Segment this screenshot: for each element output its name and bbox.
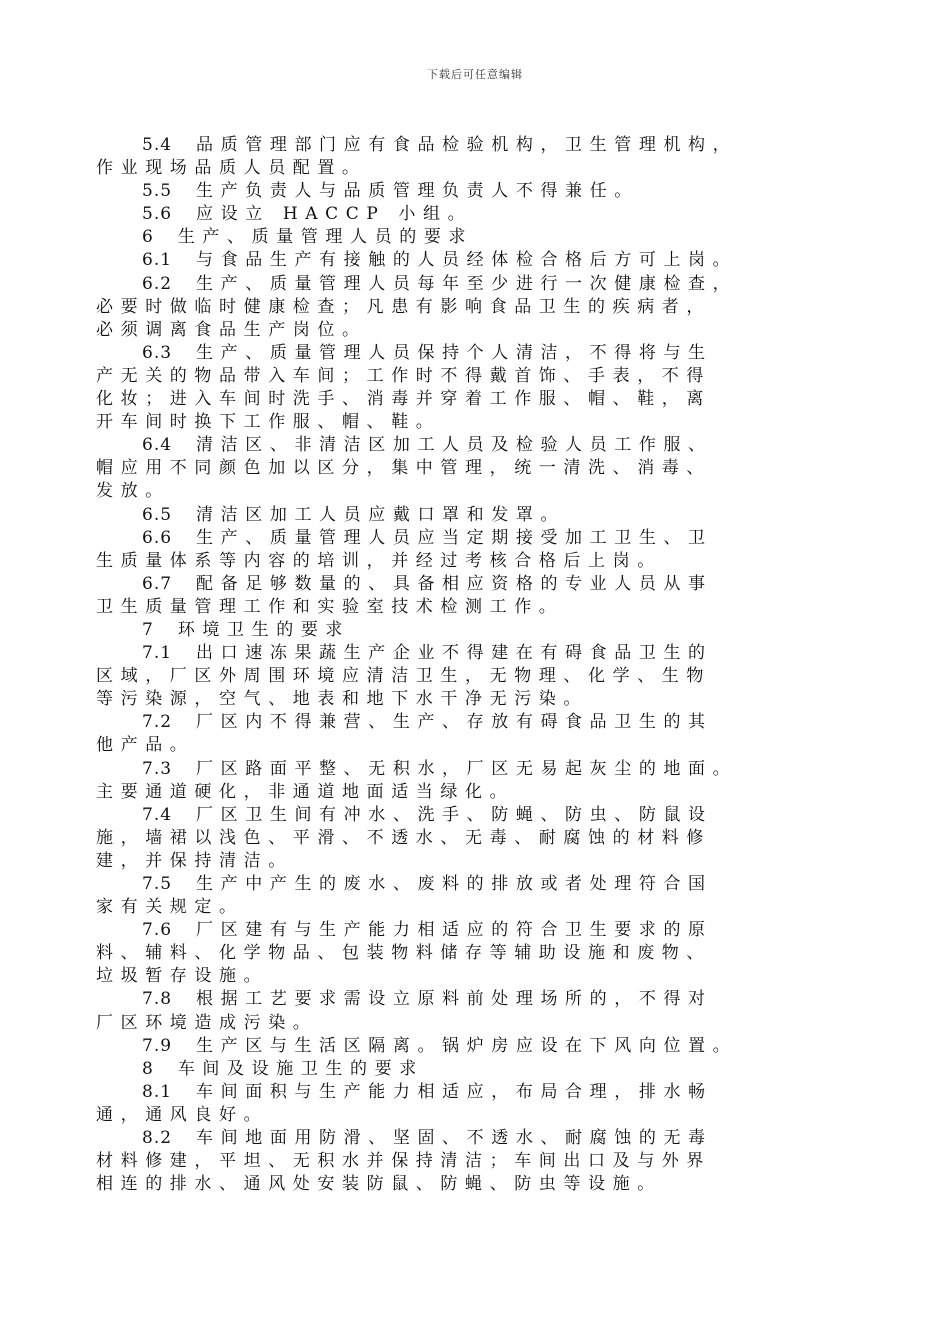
clause-number: 7.5 <box>142 874 173 894</box>
text-line <box>96 688 856 711</box>
clause-number: 6.6 <box>142 527 173 548</box>
line-text: 家有关规定。 <box>96 897 244 918</box>
text-line <box>96 896 856 919</box>
clause-number: 8.1 <box>142 1081 173 1102</box>
text-line <box>96 711 856 734</box>
line-text: 料、辅料、化学物品、包装物料储存等辅助设施和废物、 <box>96 943 711 964</box>
line-text: 相连的排水、通风处安装防鼠、防蝇、防虫等设施。 <box>96 1174 662 1195</box>
line-text: 作业现场品质人员配置。 <box>96 158 367 179</box>
text-line <box>96 850 856 873</box>
line-text: 品质管理部门应有食品检验机构，卫生管理机构， <box>196 135 738 155</box>
line-text: 生产区与生活区隔离。锅炉房应设在下风向位置。 <box>196 1035 738 1056</box>
text-line <box>96 504 856 527</box>
clause-number: 6.4 <box>142 435 173 456</box>
text-line <box>96 988 856 1011</box>
line-text: 化妆；进入车间时洗手、消毒并穿着工作服、帽、鞋，离 <box>96 389 711 410</box>
clause-number: 7.2 <box>142 712 173 733</box>
line-text: 卫生质量管理工作和实验室技术检测工作。 <box>96 596 564 617</box>
line-text: 生质量体系等内容的培训，并经过考核合格后上岗。 <box>96 550 662 571</box>
line-text: 与食品生产有接触的人员经体检合格后方可上岗。 <box>196 250 738 271</box>
line-text: 通，通风良好。 <box>96 1104 269 1125</box>
text-line <box>96 342 856 365</box>
text-line <box>96 365 856 388</box>
line-text: 生产、质量管理人员应当定期接受加工卫生、卫 <box>196 527 713 548</box>
line-text: 生产、质量管理人员保持个人清洁，不得将与生 <box>196 342 713 363</box>
text-line <box>96 1058 856 1081</box>
line-text: 必要时做临时健康检查；凡患有影响食品卫生的疾病者， <box>96 296 711 317</box>
text-line <box>96 1081 856 1104</box>
line-text: 清洁区、非清洁区加工人员及检验人员工作服、 <box>196 435 713 456</box>
clause-number: 7.6 <box>142 920 173 941</box>
line-text: 必须调离食品生产岗位。 <box>96 319 367 340</box>
clause-number: 6.1 <box>142 250 173 271</box>
text-line <box>96 665 856 688</box>
line-text: 配备足够数量的、具备相应资格的专业人员从事 <box>196 573 713 594</box>
clause-number: 5.6 <box>142 204 173 225</box>
text-line <box>96 734 856 757</box>
text-line <box>96 781 856 804</box>
text-line <box>96 527 856 550</box>
clause-number: 5.4 <box>142 135 173 155</box>
document-body <box>96 134 856 1196</box>
line-text: 材料修建，平坦、无积水并保持清洁；车间出口及与外界 <box>96 1151 711 1172</box>
line-text: 生产负责人与品质管理负责人不得兼任。 <box>196 181 639 202</box>
text-line <box>96 203 856 226</box>
line-text: 开车间时换下工作服、帽、鞋。 <box>96 412 441 433</box>
clause-number: 8.2 <box>142 1128 173 1149</box>
line-text: 生产、质量管理人员每年至少进行一次健康检查， <box>196 273 738 294</box>
line-text: 厂区卫生间有冲水、洗手、防蝇、防虫、防鼠设 <box>196 804 713 825</box>
clause-number: 5.5 <box>142 181 173 202</box>
clause-number: 6.7 <box>142 573 173 594</box>
text-line <box>96 388 856 411</box>
line-text: 厂区环境造成污染。 <box>96 1012 318 1033</box>
text-line <box>96 296 856 319</box>
line-text: 根据工艺要求需设立原料前处理场所的，不得对 <box>196 989 713 1010</box>
line-text: 车间地面用防滑、坚固、不透水、耐腐蚀的无毒 <box>196 1128 713 1149</box>
text-line <box>96 480 856 503</box>
text-line <box>96 1035 856 1058</box>
text-line <box>96 157 856 180</box>
line-text: 生产中产生的废水、废料的排放或者处理符合国 <box>196 874 713 894</box>
text-line <box>96 573 856 596</box>
text-line <box>96 942 856 965</box>
clause-number: 8 <box>142 1058 154 1079</box>
text-line <box>96 226 856 249</box>
line-text: 建，并保持清洁。 <box>96 850 293 871</box>
text-line <box>96 919 856 942</box>
line-text: 区域，厂区外周围环境应清洁卫生，无物理、化学、生物 <box>96 666 711 687</box>
line-text: 他产品。 <box>96 735 195 756</box>
line-text: 应设立 HACCP 小组。 <box>196 204 473 225</box>
text-line <box>96 434 856 457</box>
text-line <box>96 965 856 988</box>
clause-number: 7.4 <box>142 804 173 825</box>
clause-number: 7 <box>142 619 154 640</box>
text-line <box>96 1012 856 1035</box>
line-text: 车间面积与生产能力相适应，布局合理，排水畅 <box>196 1081 713 1102</box>
text-line <box>96 180 856 203</box>
clause-number: 6 <box>142 227 154 248</box>
text-line <box>96 1173 856 1196</box>
line-text: 厂区路面平整、无积水，厂区无易起灰尘的地面。 <box>196 758 738 779</box>
line-text: 等污染源，空气、地表和地下水干净无污染。 <box>96 689 588 710</box>
line-text: 发放。 <box>96 481 170 502</box>
text-line <box>96 619 856 642</box>
text-line <box>96 319 856 342</box>
clause-number: 6.2 <box>142 273 173 294</box>
text-line <box>96 249 856 272</box>
text-line <box>96 457 856 480</box>
line-text: 主要通道硬化，非通道地面适当绿化。 <box>96 781 515 802</box>
line-text: 垃圾暂存设施。 <box>96 966 269 987</box>
line-text: 环境卫生的要求 <box>177 619 351 640</box>
clause-number: 7.9 <box>142 1035 173 1056</box>
page-header: 下载后可任意编辑 <box>427 68 523 81</box>
text-line <box>96 804 856 827</box>
line-text: 车间及设施卫生的要求 <box>177 1058 424 1079</box>
text-line <box>96 1150 856 1173</box>
line-text: 厂区内不得兼营、生产、存放有碍食品卫生的其 <box>196 712 713 733</box>
line-text: 出口速冻果蔬生产企业不得建在有碍食品卫生的 <box>196 643 713 664</box>
text-line <box>96 134 856 157</box>
text-line <box>96 1104 856 1127</box>
clause-number: 6.5 <box>142 504 173 525</box>
line-text: 产无关的物品带入车间；工作时不得戴首饰、手表，不得 <box>96 365 711 386</box>
line-text: 帽应用不同颜色加以区分，集中管理，统一清洗、消毒、 <box>96 458 711 479</box>
text-line <box>96 550 856 573</box>
clause-number: 7.1 <box>142 643 173 664</box>
clause-number: 7.8 <box>142 989 173 1010</box>
text-line <box>96 596 856 619</box>
text-line <box>96 411 856 434</box>
text-line <box>96 827 856 850</box>
clause-number: 6.3 <box>142 342 173 363</box>
line-text: 生产、质量管理人员的要求 <box>177 227 474 248</box>
text-line <box>96 1127 856 1150</box>
clause-number: 7.3 <box>142 758 173 779</box>
line-text: 清洁区加工人员应戴口罩和发罩。 <box>196 504 566 525</box>
text-line <box>96 642 856 665</box>
text-line <box>96 273 856 296</box>
line-text: 施，墙裙以浅色、平滑、不透水、无毒、耐腐蚀的材料修 <box>96 827 711 848</box>
text-line <box>96 758 856 781</box>
line-text: 厂区建有与生产能力相适应的符合卫生要求的原 <box>196 920 713 941</box>
text-line <box>96 873 856 896</box>
